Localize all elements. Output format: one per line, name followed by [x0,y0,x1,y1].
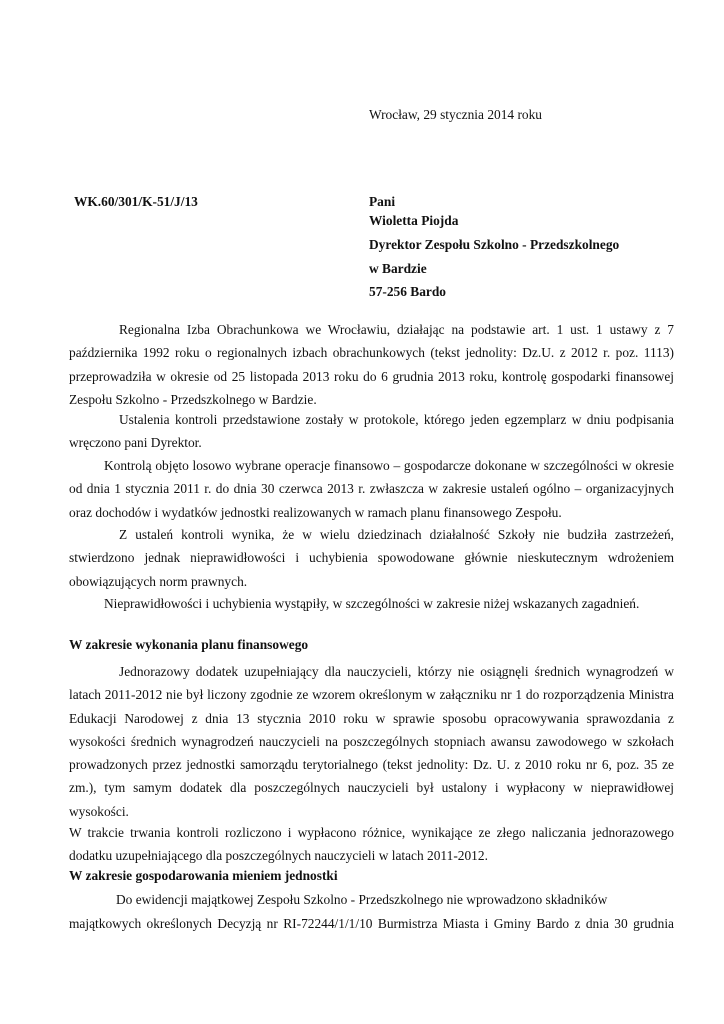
body-paragraph-4: Z ustaleń kontroli wynika, że w wielu dziedzinach działalność Szkoły nie budziła zastrzeżeń, stwierdzono jednak nieprawidłowości i uchybienia spowodowane głównie nieskutecznym wdrożeniem obowiązujących norm prawnych. [69,527,674,589]
date-line: Wrocław, 29 stycznia 2014 roku [369,107,542,122]
body-paragraph-5: Nieprawidłowości i uchybienia wystąpiły, w szczególności w zakresie niżej wskazanych zagadnień. [104,596,640,611]
addressee-salutation: Pani [369,194,396,209]
section-heading-property: W zakresie gospodarowania mieniem jednostki [69,868,338,883]
section2-line-2: majątkowych określonych Decyzją nr RI-72244/1/1/10 Burmistrza Miasta i Gminy Bardo z dnia 30 grudnia [69,916,674,931]
section1-paragraph-1: Jednorazowy dodatek uzupełniający dla nauczycieli, którzy nie osiągnęli średnich wynagrodzeń w latach 2011-2012 nie był liczony zgodnie ze wzorem określonym w załączniku nr 1 do rozporządzenia Ministra Edukacji Narodowej z dnia 13 stycznia 2010 roku w sprawie sposobu opracowywania sprawozdania z wysokości średnich wynagrodzeń nauczycieli na poszczególnych stopniach awansu zawodowego w szkołach prowadzonych przez jednostki samorządu terytorialnego (tekst jednolity: Dz. U. z 2010 roku nr 6, poz. 35 ze zm.), tym samym dodatek dla poszczególnych nauczycieli był ustalony i wypłacony w nieprawidłowej wysokości. [69,664,674,819]
body-paragraph-3: Kontrolą objęto losowo wybrane operacje finansowo – gospodarcze dokonane w szczególności w okresie od dnia 1 stycznia 2011 r. do dnia 30 czerwca 2013 r. zwłaszcza w zakresie ustaleń ogólno – organizacyjnych oraz dochodów i wydatków jednostki realizowanych w ramach planu finansowego Zespołu. [69,458,674,520]
section-heading-financial-plan: W zakresie wykonania planu finansowego [69,637,309,652]
section2-line-1: Do ewidencji majątkowej Zespołu Szkolno - Przedszkolnego nie wprowadzono składników [116,892,608,907]
addressee-postal: 57-256 Bardo [369,284,446,299]
addressee-position: Dyrektor Zespołu Szkolno - Przedszkolnego [369,237,620,252]
reference-number: WK.60/301/K-51/J/13 [74,194,198,209]
addressee-name: Wioletta Piojda [369,213,459,228]
body-paragraph-2: Ustalenia kontroli przedstawione zostały w protokole, którego jeden egzemplarz w dniu podpisania wręczono pani Dyrektor. [69,412,674,451]
body-paragraph-1: Regionalna Izba Obrachunkowa we Wrocławiu, działając na podstawie art. 1 ust. 1 ustawy z 7 października 1992 roku o regionalnych izbach obrachunkowych (tekst jednolity: Dz.U. z 2012 r. poz. 1113) przeprowadziła w okresie od 25 listopada 2013 roku do 6 grudnia 2013 roku, kontrolę gospodarki finansowej Zespołu Szkolno - Przedszkolnego w Bardzie. [69,322,674,407]
addressee-location: w Bardzie [369,261,427,276]
section1-paragraph-2: W trakcie trwania kontroli rozliczono i wypłacono różnice, wynikające ze złego naliczania jednorazowego dodatku uzupełniającego dla poszczególnych nauczycieli w latach 2011-2012. [69,825,674,864]
